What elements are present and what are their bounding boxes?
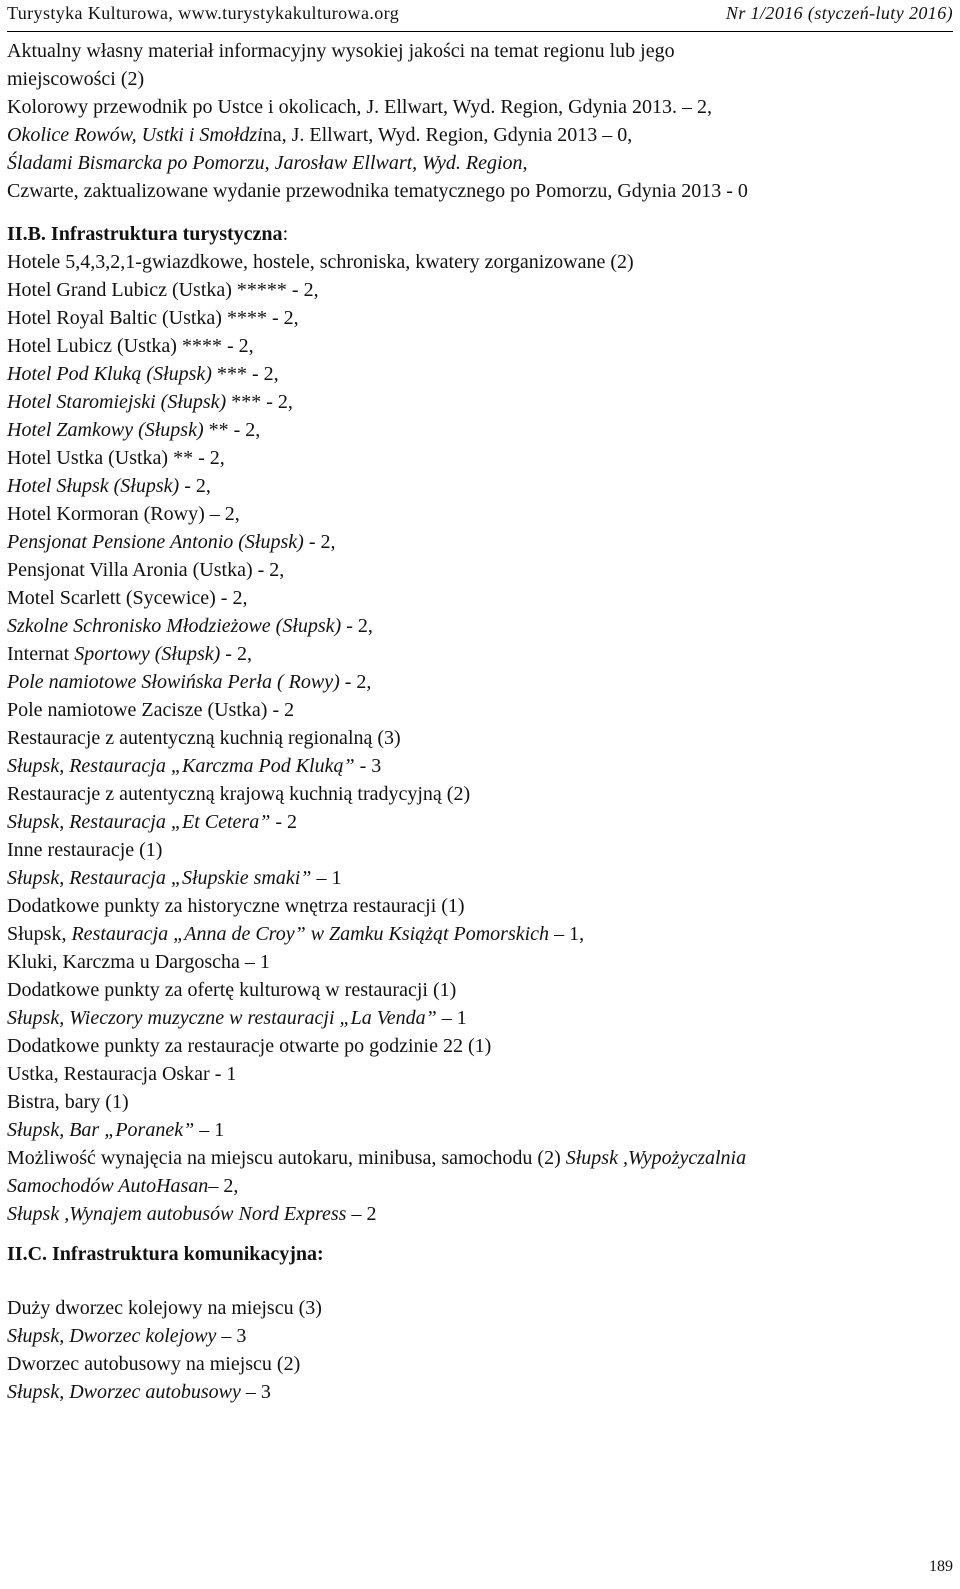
list-item: Hotel Kormoran (Rowy) – 2,	[7, 503, 240, 525]
item-score: – 2	[346, 1203, 377, 1225]
page-content	[7, 37, 953, 1406]
list-item	[7, 528, 953, 556]
list-item: Kluki, Karczma u Dargoscha – 1	[7, 951, 270, 973]
item-name: Hotel Zamkowy (Słupsk)	[7, 419, 204, 441]
intro-line: Kolorowy przewodnik po Ustce i okolicach, J. Ellwart, Wyd. Region, Gdynia 2013. – 2,	[7, 96, 712, 118]
category-line	[7, 1144, 953, 1172]
list-item	[7, 1378, 953, 1406]
item-score: - 2,	[303, 531, 336, 553]
section-b-heading	[7, 220, 953, 248]
category-line: Dodatkowe punkty za ofertę kulturową w restauracji (1)	[7, 979, 457, 1001]
item-name: Słupsk, Restauracja „Et Cetera”	[7, 811, 271, 833]
category-line: Dodatkowe punkty za restauracje otwarte po godzinie 22 (1)	[7, 1035, 492, 1057]
list-item: Pole namiotowe Zacisze (Ustka) - 2	[7, 699, 295, 721]
item-score: ** - 2,	[203, 419, 261, 441]
item-score: – 2,	[208, 1175, 239, 1197]
intro-line: Aktualny własny materiał informacyjny wysokiej jakości na temat regionu lub jego	[7, 40, 675, 62]
section-heading-text: II.B. Infrastruktura turystyczna	[7, 223, 283, 245]
category-line: Dworzec autobusowy na miejscu (2)	[7, 1353, 301, 1375]
item-name: Słupsk ,Wynajem autobusów Nord Express	[7, 1203, 347, 1225]
list-item	[7, 1200, 953, 1228]
list-item	[7, 864, 953, 892]
header-issue-number: Nr 1/2016 (styczeń-luty 2016)	[725, 3, 953, 23]
item-score: *** - 2,	[226, 391, 293, 413]
item-score: – 3	[240, 1381, 271, 1403]
item-score: – 1,	[549, 923, 585, 945]
item-score: – 1	[194, 1119, 225, 1141]
list-item: Ustka, Restauracja Oskar - 1	[7, 1063, 237, 1085]
intro-line: miejscowości (2)	[7, 68, 145, 90]
list-item	[7, 416, 953, 444]
item-name: Hotel Słupsk (Słupsk)	[7, 475, 180, 497]
category-line: Inne restauracje (1)	[7, 839, 163, 861]
category-line: Hotele 5,4,3,2,1-gwiazdkowe, hostele, schroniska, kwatery zorganizowane (2)	[7, 251, 634, 273]
item-name: Słupsk, Bar „Poranek”	[7, 1119, 195, 1141]
item-name: Restauracja „Anna de Croy” w Zamku Książąt Pomorskich	[71, 923, 550, 945]
item-name: Słupsk, Wieczory muzyczne w restauracji „La Venda”	[7, 1007, 437, 1029]
item-name: Słupsk, Dworzec autobusowy	[7, 1381, 241, 1403]
item-name: Słupsk, Restauracja „Słupskie smaki”	[7, 867, 312, 889]
item-name: Internat	[7, 643, 75, 665]
list-item	[7, 1116, 953, 1144]
list-item	[7, 612, 953, 640]
header-journal-title: Turystyka Kulturowa, www.turystykakulturowa.org	[7, 3, 400, 23]
list-item	[7, 1172, 953, 1200]
section-c-heading: II.C. Infrastruktura komunikacyjna:	[7, 1243, 324, 1265]
item-score: - 2,	[220, 643, 252, 665]
category-line: Bistra, bary (1)	[7, 1091, 129, 1113]
list-item	[7, 1004, 953, 1032]
category-line: Restauracje z autentyczną krajową kuchnią tradycyjną (2)	[7, 783, 471, 805]
list-item: Hotel Lubicz (Ustka) **** - 2,	[7, 335, 254, 357]
intro-line: Czwarte, zaktualizowane wydanie przewodnika tematycznego po Pomorzu, Gdynia 2013 - 0	[7, 180, 748, 202]
item-name: Hotel Pod Kluką (Słupsk)	[7, 363, 212, 385]
item-name: Pensjonat Pensione Antonio (Słupsk)	[7, 531, 304, 553]
item-score: - 2,	[179, 475, 211, 497]
list-item	[7, 640, 953, 668]
item-score: – 1	[436, 1007, 467, 1029]
item-name: Słupsk, Dworzec kolejowy	[7, 1325, 217, 1347]
item-name: Słupsk, Restauracja „Karczma Pod Kluką”	[7, 755, 355, 777]
item-name: Hotel Staromiejski (Słupsk)	[7, 391, 227, 413]
page-header	[7, 0, 953, 32]
item-name: Samochodów AutoHasan	[7, 1175, 209, 1197]
list-item	[7, 360, 953, 388]
page-number: 189	[929, 1558, 953, 1575]
category-line: Restauracje z autentyczną kuchnią regionalną (3)	[7, 727, 401, 749]
list-item	[7, 1322, 953, 1350]
item-score: - 3	[354, 755, 382, 777]
item-score: - 2,	[341, 615, 373, 637]
list-item: Hotel Ustka (Ustka) ** - 2,	[7, 447, 225, 469]
intro-text: Okolice Rowów, Ustki i Smołdzi	[7, 124, 263, 146]
list-item	[7, 920, 953, 948]
item-score: *** - 2,	[211, 363, 279, 385]
list-item	[7, 388, 953, 416]
category-line: Dodatkowe punkty za historyczne wnętrza restauracji (1)	[7, 895, 465, 917]
item-name: Szkolne Schronisko Młodzieżowe (Słupsk)	[7, 615, 342, 637]
list-item: Pensjonat Villa Aronia (Ustka) - 2,	[7, 559, 285, 581]
list-item	[7, 472, 953, 500]
category-line: Duży dworzec kolejowy na miejscu (3)	[7, 1297, 322, 1319]
list-item	[7, 752, 953, 780]
section-heading-colon: :	[282, 223, 289, 245]
item-name: Pole namiotowe Słowińska Perła ( Rowy)	[7, 671, 340, 693]
intro-line: Śladami Bismarcka po Pomorzu, Jarosław Ellwart, Wyd. Region,	[7, 152, 528, 174]
item-name: Słupsk ,Wypożyczalnia	[565, 1147, 747, 1169]
intro-text: na, J. Ellwart, Wyd. Region, Gdynia 2013 – 0,	[262, 124, 633, 146]
item-name: Słupsk,	[7, 923, 72, 945]
list-item: Motel Scarlett (Sycewice) - 2,	[7, 587, 248, 609]
item-score: – 1	[311, 867, 342, 889]
intro-line	[7, 121, 953, 149]
list-item	[7, 808, 953, 836]
list-item: Hotel Royal Baltic (Ustka) **** - 2,	[7, 307, 299, 329]
list-item	[7, 668, 953, 696]
item-score: - 2,	[339, 671, 372, 693]
list-item: Hotel Grand Lubicz (Ustka) ***** - 2,	[7, 279, 319, 301]
item-name: Sportowy (Słupsk)	[74, 643, 221, 665]
category-text: Możliwość wynajęcia na miejscu autokaru, minibusa, samochodu (2)	[7, 1147, 566, 1169]
item-score: - 2	[270, 811, 297, 833]
item-score: – 3	[216, 1325, 247, 1347]
